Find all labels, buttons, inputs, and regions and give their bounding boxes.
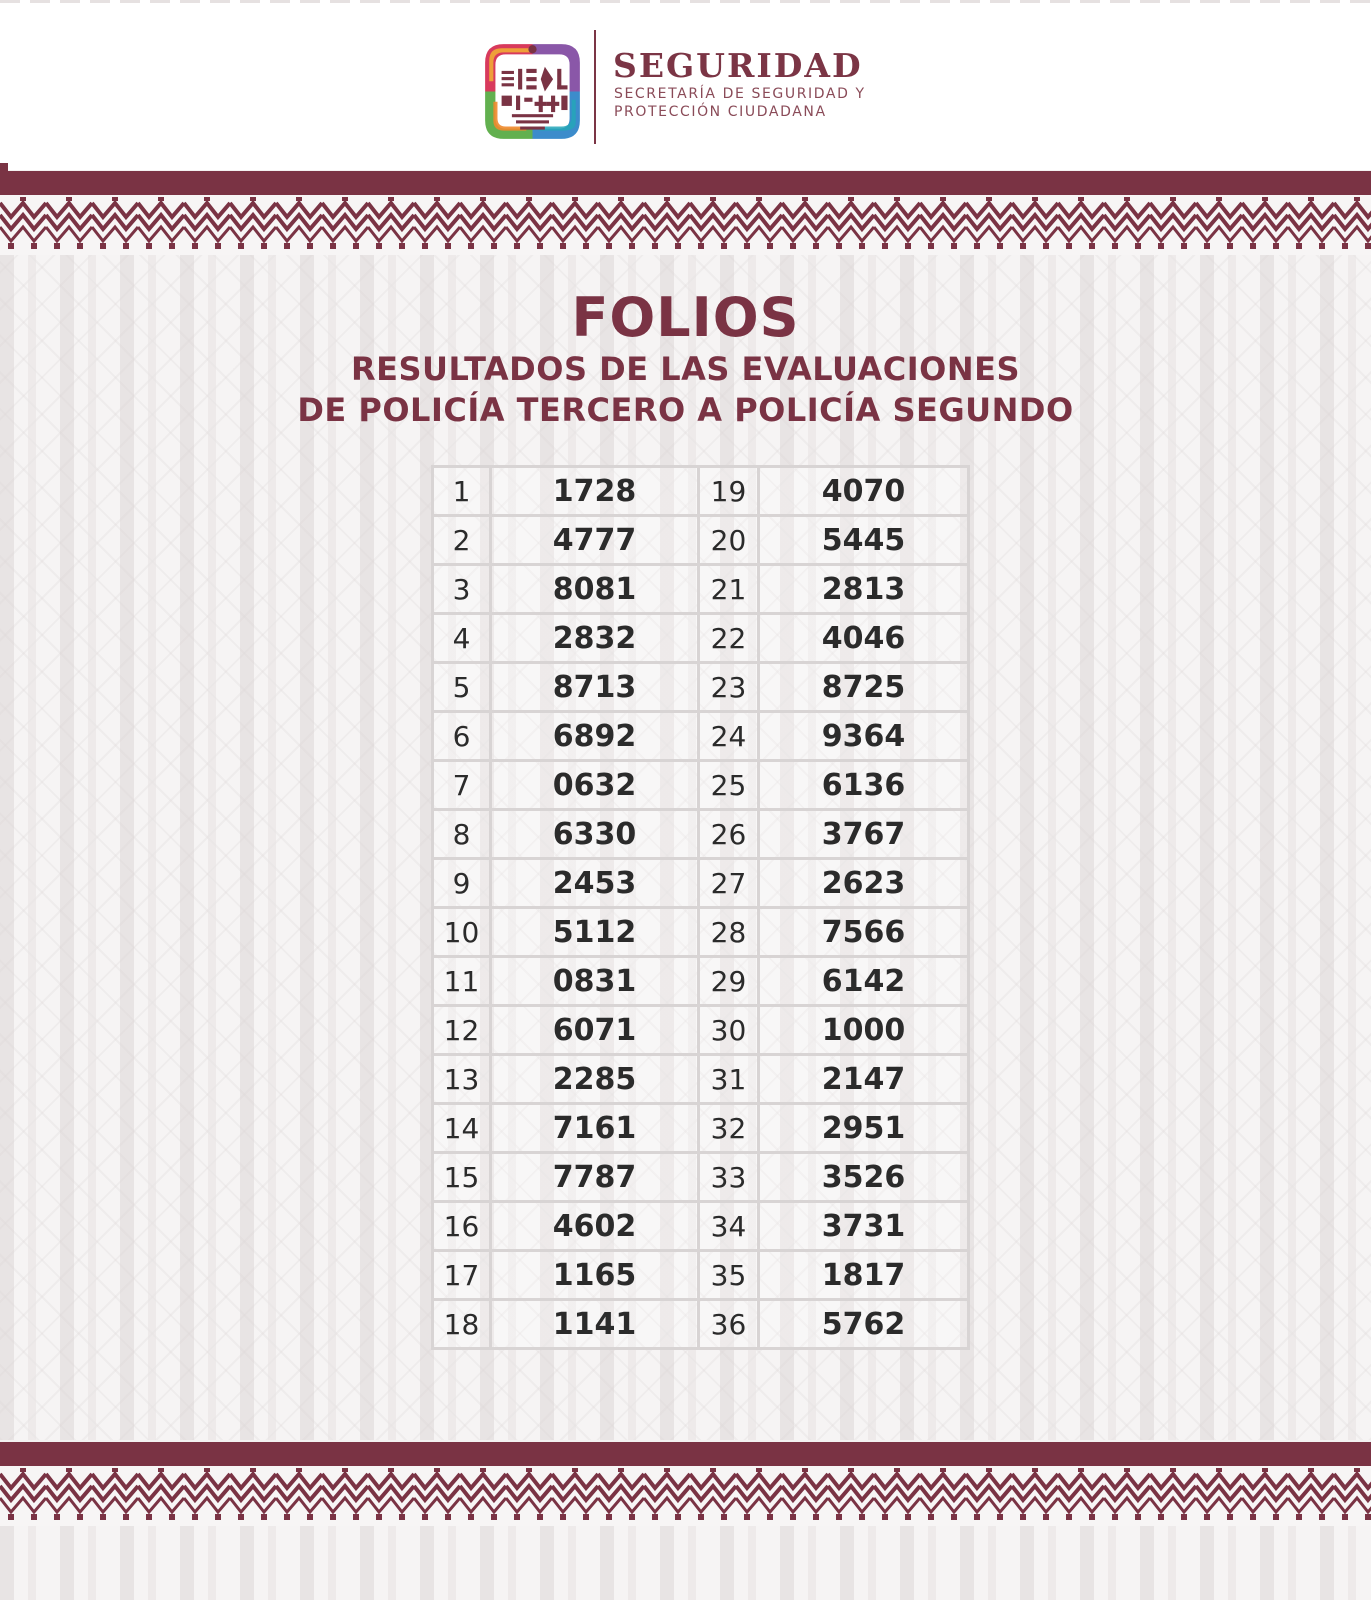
folios-table (431, 465, 970, 1350)
folio-cell: 6892 (491, 712, 699, 761)
table-row (433, 565, 969, 614)
folio-cell: 5445 (759, 516, 969, 565)
header-top-dashes (0, 0, 1371, 3)
row-number-cell: 17 (433, 1251, 491, 1300)
row-number-cell: 20 (699, 516, 759, 565)
row-number-cell: 1 (433, 467, 491, 516)
row-number-cell: 27 (699, 859, 759, 908)
table-row (433, 859, 969, 908)
folio-cell: 2147 (759, 1055, 969, 1104)
logo-title: SEGURIDAD (613, 46, 863, 85)
folio-cell: 6136 (759, 761, 969, 810)
row-number-cell: 2 (433, 516, 491, 565)
folio-cell: 1817 (759, 1251, 969, 1300)
folio-cell: 9364 (759, 712, 969, 761)
folio-cell: 6071 (491, 1006, 699, 1055)
row-number-cell: 7 (433, 761, 491, 810)
folio-cell: 8725 (759, 663, 969, 712)
row-number-cell: 14 (433, 1104, 491, 1153)
folio-cell: 1728 (491, 467, 699, 516)
top-band (0, 171, 1371, 195)
row-number-cell: 18 (433, 1300, 491, 1349)
folio-cell: 8081 (491, 565, 699, 614)
row-number-cell: 33 (699, 1153, 759, 1202)
table-row (433, 1104, 969, 1153)
row-number-cell: 28 (699, 908, 759, 957)
folio-cell: 5112 (491, 908, 699, 957)
folios-table-body (433, 467, 969, 1349)
row-number-cell: 15 (433, 1153, 491, 1202)
table-row (433, 761, 969, 810)
logo-subtitle-line1: SECRETARÍA DE SEGURIDAD Y (614, 86, 866, 102)
page-subtitle-line2: DE POLICÍA TERCERO A POLICÍA SEGUNDO (297, 391, 1074, 429)
row-number-cell: 23 (699, 663, 759, 712)
row-number-cell: 21 (699, 565, 759, 614)
folio-cell: 3526 (759, 1153, 969, 1202)
row-number-cell: 24 (699, 712, 759, 761)
folio-cell: 0831 (491, 957, 699, 1006)
row-number-cell: 19 (699, 467, 759, 516)
row-number-cell: 35 (699, 1251, 759, 1300)
table-row (433, 1300, 969, 1349)
folio-cell: 4777 (491, 516, 699, 565)
row-number-cell: 16 (433, 1202, 491, 1251)
table-row (433, 1251, 969, 1300)
folio-cell: 7787 (491, 1153, 699, 1202)
folio-cell: 8713 (491, 663, 699, 712)
table-row (433, 712, 969, 761)
row-number-cell: 26 (699, 810, 759, 859)
page-subtitle-line1: RESULTADOS DE LAS EVALUACIONES (350, 350, 1021, 388)
row-number-cell: 30 (699, 1006, 759, 1055)
folio-cell: 4046 (759, 614, 969, 663)
row-number-cell: 10 (433, 908, 491, 957)
row-number-cell: 22 (699, 614, 759, 663)
row-number-cell: 34 (699, 1202, 759, 1251)
folio-cell: 1000 (759, 1006, 969, 1055)
folio-cell: 1165 (491, 1251, 699, 1300)
folio-cell: 6142 (759, 957, 969, 1006)
row-number-cell: 36 (699, 1300, 759, 1349)
row-number-cell: 11 (433, 957, 491, 1006)
folio-cell: 1141 (491, 1300, 699, 1349)
folio-cell: 2951 (759, 1104, 969, 1153)
table-row (433, 810, 969, 859)
row-number-cell: 5 (433, 663, 491, 712)
row-number-cell: 25 (699, 761, 759, 810)
folio-cell: 7161 (491, 1104, 699, 1153)
row-number-cell: 9 (433, 859, 491, 908)
folio-cell: 2813 (759, 565, 969, 614)
table-row (433, 957, 969, 1006)
folios-table-container (431, 465, 967, 1350)
row-number-cell: 4 (433, 614, 491, 663)
row-number-cell: 6 (433, 712, 491, 761)
table-row (433, 663, 969, 712)
header (0, 0, 1371, 170)
folio-cell: 2623 (759, 859, 969, 908)
folio-cell: 2832 (491, 614, 699, 663)
page-title: FOLIOS (571, 286, 800, 349)
table-row (433, 908, 969, 957)
table-row (433, 1153, 969, 1202)
folio-cell: 3767 (759, 810, 969, 859)
row-number-cell: 13 (433, 1055, 491, 1104)
band-notch-top (0, 163, 8, 171)
folio-cell: 5762 (759, 1300, 969, 1349)
folio-cell: 6330 (491, 810, 699, 859)
multicolor-glyph-emblem-icon (481, 40, 584, 143)
logo-divider (594, 30, 596, 144)
row-number-cell: 3 (433, 565, 491, 614)
folio-cell: 0632 (491, 761, 699, 810)
table-row (433, 467, 969, 516)
row-number-cell: 31 (699, 1055, 759, 1104)
folio-cell: 2453 (491, 859, 699, 908)
row-number-cell: 29 (699, 957, 759, 1006)
table-row (433, 516, 969, 565)
table-row (433, 1202, 969, 1251)
folio-cell: 7566 (759, 908, 969, 957)
logo-subtitle-line2: PROTECCIÓN CIUDADANA (614, 104, 827, 120)
top-zigzag-border (0, 195, 1371, 255)
table-row (433, 1055, 969, 1104)
folio-cell: 2285 (491, 1055, 699, 1104)
folio-cell: 4602 (491, 1202, 699, 1251)
row-number-cell: 32 (699, 1104, 759, 1153)
row-number-cell: 8 (433, 810, 491, 859)
folio-cell: 4070 (759, 467, 969, 516)
bottom-zigzag-border (0, 1466, 1371, 1526)
bottom-band (0, 1442, 1371, 1466)
row-number-cell: 12 (433, 1006, 491, 1055)
folio-cell: 3731 (759, 1202, 969, 1251)
table-row (433, 614, 969, 663)
table-row (433, 1006, 969, 1055)
